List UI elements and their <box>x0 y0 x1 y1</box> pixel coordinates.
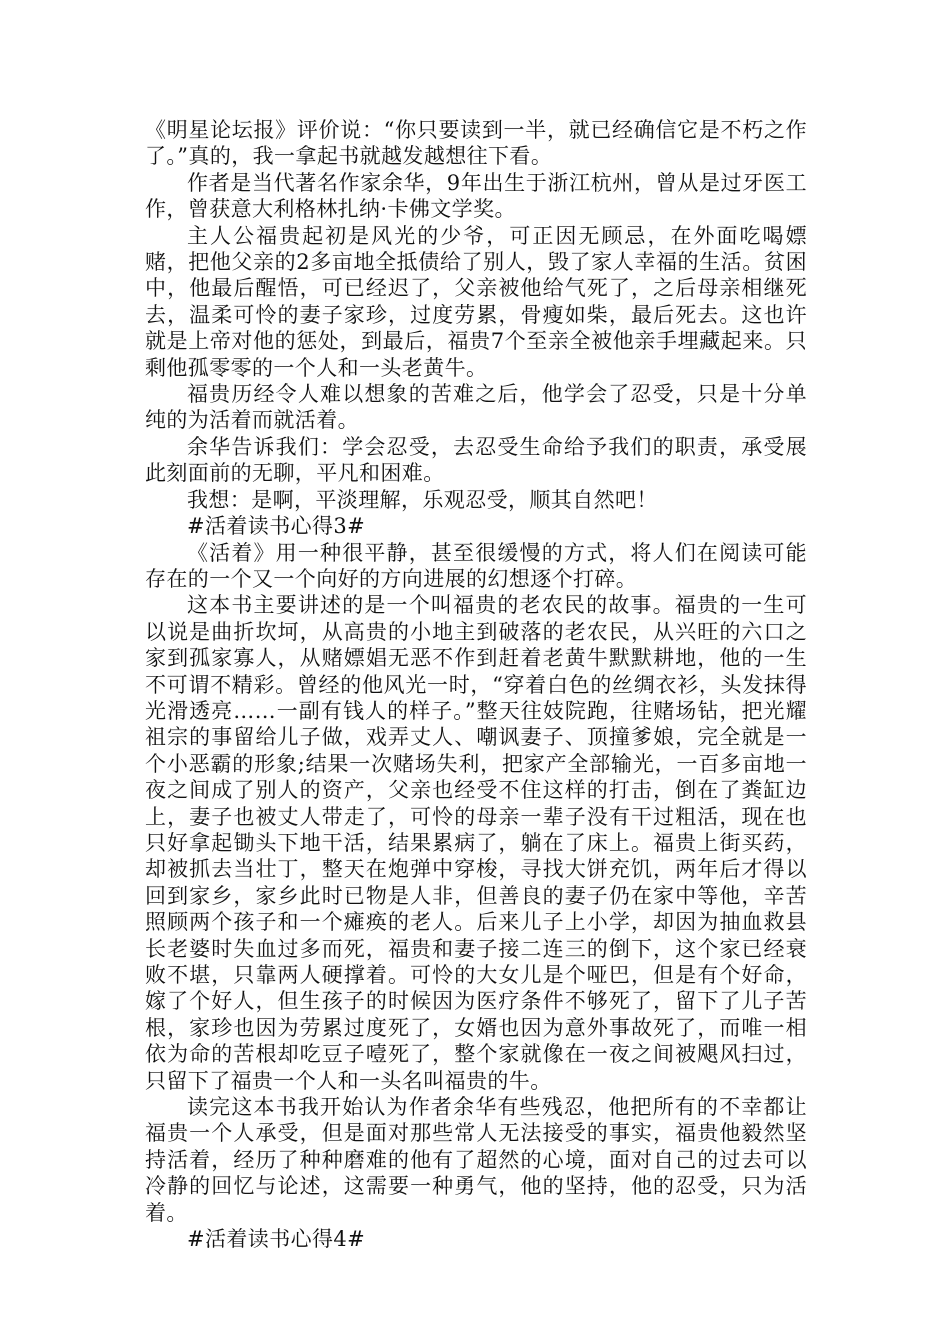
paragraph: 读完这本书我开始认为作者余华有些残忍，他把所有的不幸都让福贵一个人承受，但是面对那些常人无法接受的事实，福贵他毅然坚持活着，经历了种种磨难的他有了超然的心境，面对自己的过去可以冷静的回忆与论述，这需要一种勇气，他的坚持，他的忍受，只为活着。 <box>145 1095 807 1225</box>
document-body <box>145 117 807 1252</box>
paragraph: 作者是当代著名作家余华，9年出生于浙江杭州，曾从是过牙医工作，曾获意大利格林扎纳·卡佛文学奖。 <box>145 170 807 222</box>
paragraph: 福贵历经令人难以想象的苦难之后，他学会了忍受，只是十分单纯的为活着而就活着。 <box>145 382 807 433</box>
paragraph: 这本书主要讲述的是一个叫福贵的老农民的故事。福贵的一生可以说是曲折坎坷，从高贵的小地主到破落的老农民，从兴旺的六口之家到孤家寡人，从赌嫖娼无恶不作到赶着老黄牛默默耕地，他的一生不可谓不精彩。曾经的他风光一时，“穿着白色的丝绸衣衫，头发抹得光滑透亮……一副有钱人的样子。”整天往妓院跑，往赌场钻，把光耀祖宗的事留给儿子做，戏弄丈人、嘲讽妻子、顶撞爹娘，完全就是一个小恶霸的形象;结果一次赌场失利，把家产全部输光，一百多亩地一夜之间成了别人的资产，父亲也经受不住这样的打击，倒在了粪缸边上，妻子也被丈人带走了，可怜的母亲一辈子没有干过粗活，现在也只好拿起锄头下地干活，结果累病了，躺在了床上。福贵上街买药，却被抓去当壮丁，整天在炮弹中穿梭，寻找大饼充饥，两年后才得以回到家乡，家乡此时已物是人非，但善良的妻子仍在家中等他，辛苦照顾两个孩子和一个瘫痪的老人。后来儿子上小学，却因为抽血救县长老婆时失血过多而死，福贵和妻子接二连三的倒下，这个家已经衰败不堪，只靠两人硬撑着。可怜的大女儿是个哑巴，但是有个好命，嫁了个好人，但生孩子的时候因为医疗条件不够死了，留下了儿子苦根，家珍也因为劳累过度死了，女婿也因为意外事故死了，而唯一相依为命的苦根却吃豆子噎死了，整个家就像在一夜之间被飓风扫过，只留下了福贵一个人和一头名叫福贵的牛。 <box>145 593 807 1093</box>
section-heading: #活着读书心得4# <box>187 1227 366 1252</box>
section-heading: #活着读书心得3# <box>187 514 366 539</box>
paragraph: 我想：是啊，平淡理解，乐观忍受，顺其自然吧！ <box>187 487 658 512</box>
paragraph: 《明星论坛报》评价说：“你只要读到一半，就已经确信它是不朽之作了。”真的，我一拿起书就越发越想往下看。 <box>145 118 807 169</box>
paragraph: 余华告诉我们：学会忍受，去忍受生命给予我们的职责，承受展此刻面前的无聊，平凡和困难。 <box>145 434 807 486</box>
paragraph: 主人公福贵起初是风光的少爷，可正因无顾忌，在外面吃喝嫖赌，把他父亲的2多亩地全抵债给了别人，毁了家人幸福的生活。贫困中，他最后醒悟，可已经迟了，父亲被他给气死了，之后母亲相继死去，温柔可怜的妻子家珍，过度劳累，骨瘦如柴，最后死去。这也许就是上帝对他的惩处，到最后，福贵7个至亲全被他亲手埋藏起来。只剩他孤零零的一个人和一头老黄牛。 <box>145 223 807 380</box>
paragraph: 《活着》用一种很平静，甚至很缓慢的方式，将人们在阅读可能存在的一个又一个向好的方向进展的幻想逐个打碎。 <box>145 540 807 591</box>
